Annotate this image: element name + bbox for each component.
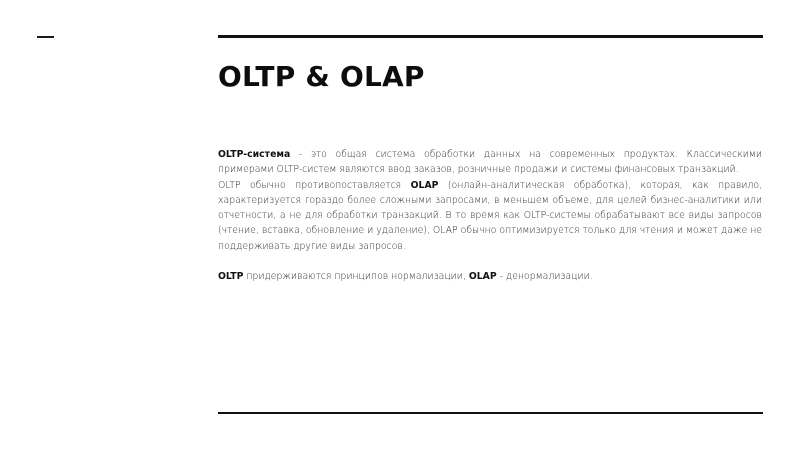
normalization-text: придерживаются принципов нормализации, (243, 271, 469, 283)
slide-body (218, 147, 762, 285)
term-olap: OLAP (410, 179, 439, 191)
oltp-definition-text: - это общая система обработки данных на современных продуктах. Классическими примерами OLTP-систем являются ввод заказов, розничные продажи и системы финансовых транзакций. (218, 149, 762, 176)
term-olap-2: OLAP (468, 271, 497, 283)
denormalization-text: - денормализации. (496, 271, 593, 283)
paragraph-spacer (218, 254, 762, 269)
term-oltp-system: OLTP-система (218, 149, 291, 160)
top-divider (218, 35, 763, 38)
paragraph-oltp-definition (218, 147, 762, 178)
paragraph-olap-comparison (218, 178, 762, 254)
slide-title: OLTP & OLAP (218, 60, 425, 93)
paragraph-normalization (218, 269, 762, 284)
comparison-text: (онлайн-аналитическая обработка), которая, как правило, характеризуется гораздо более сложными запросами, в меньшем объеме, для целей бизнес-аналитики или отчетности, а не для обработки транзакций. В то время как OLTP-системы обрабатывают все виды запросов (чтение, вставка, обновление и удаление), OLAP обычно оптимизируется только для чтения и может даже не поддерживать другие виды запросов. (218, 179, 762, 252)
term-oltp: OLTP (218, 271, 244, 283)
corner-dash (37, 36, 54, 38)
comparison-intro: OLTP обычно противопоставляется (218, 179, 411, 191)
bottom-divider (218, 412, 763, 414)
